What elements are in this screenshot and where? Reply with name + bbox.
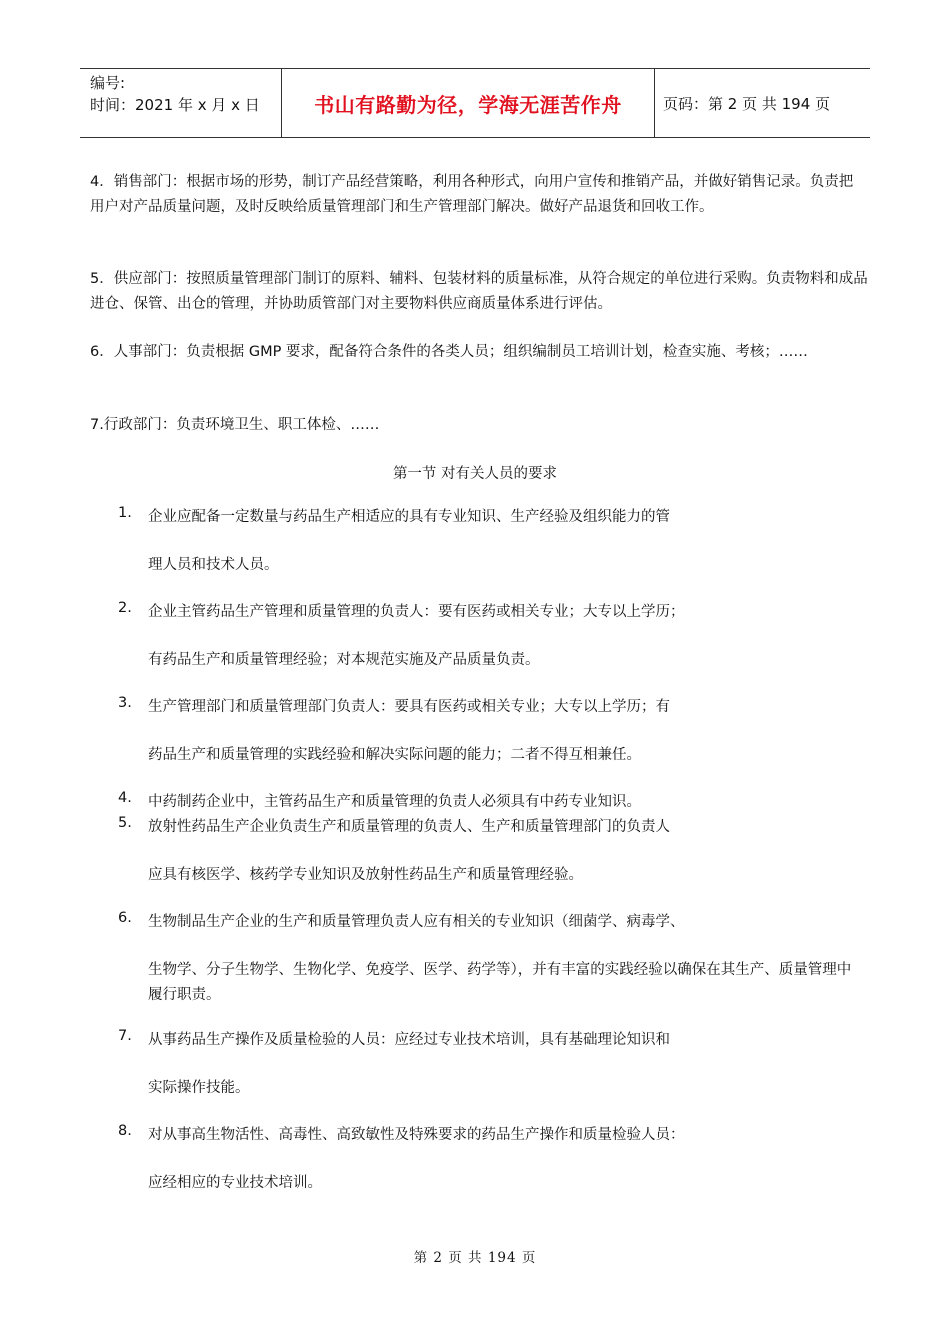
list-line-continued: 应经相应的专业技术培训。 (148, 1175, 322, 1191)
department-paragraph: 7.行政部门：负责环境卫生、职工体检、…… (90, 417, 380, 433)
list-number: 1. (118, 505, 132, 521)
list-line: 放射性药品生产企业负责生产和质量管理的负责人、生产和质量管理部门的负责人 (148, 819, 670, 835)
list-number: 2. (118, 600, 132, 616)
document-date: 时间：2021 年 x 月 x 日 (90, 96, 260, 114)
list-line: 企业应配备一定数量与药品生产相适应的具有专业知识、生产经验及组织能力的管 (148, 509, 670, 525)
list-line-continued: 应具有核医学、核药学专业知识及放射性药品生产和质量管理经验。 (148, 867, 583, 883)
list-line-continued: 有药品生产和质量管理经验；对本规范实施及产品质量负责。 (148, 652, 540, 668)
page-header (80, 68, 870, 138)
department-paragraph: 5．供应部门：按照质量管理部门制订的原料、辅料、包装材料的质量标准，从符合规定的单位进行采购。负责物料和成品进仓、保管、出仓的管理，并协助质管部门对主要物料供应商质量体系进行评估。 (90, 271, 868, 312)
list-line: 生产管理部门和质量管理部门负责人：要具有医药或相关专业；大专以上学历；有 (148, 699, 670, 715)
list-line-continued: 生物学、分子生物学、生物化学、免疫学、医学、药学等），并有丰富的实践经验以确保在其生产、质量管理中履行职责。 (148, 962, 852, 1003)
list-number: 8. (118, 1123, 132, 1139)
department-paragraph: 6．人事部门：负责根据 GMP 要求，配备符合条件的各类人员；组织编制员工培训计划，检查实施、考核；…… (90, 344, 808, 360)
list-line-continued: 理人员和技术人员。 (148, 557, 279, 573)
list-number: 3. (118, 695, 132, 711)
page-footer: 第 2 页 共 194 页 (413, 1250, 537, 1266)
list-line: 从事药品生产操作及质量检验的人员：应经过专业技术培训，具有基础理论知识和 (148, 1032, 670, 1048)
list-number: 6. (118, 910, 132, 926)
list-line: 企业主管药品生产管理和质量管理的负责人：要有医药或相关专业；大专以上学历； (148, 604, 685, 620)
list-number: 7. (118, 1028, 132, 1044)
section-heading: 第一节 对有关人员的要求 (392, 466, 558, 482)
list-line-continued: 实际操作技能。 (148, 1080, 250, 1096)
list-line: 生物制品生产企业的生产和质量管理负责人应有相关的专业知识（细菌学、病毒学、 (148, 914, 685, 930)
document-number-label: 编号: (90, 74, 126, 92)
header-motto: 书山有路勤为径，学海无涯苦作舟 (281, 69, 655, 137)
department-paragraph: 4．销售部门：根据市场的形势，制订产品经营策略，利用各种形式，向用户宣传和推销产品，并做好销售记录。负责把用户对产品质量问题，及时反映给质量管理部门和生产管理部门解决。做好产品退货和回收工作。 (90, 174, 854, 215)
list-line: 中药制药企业中，主管药品生产和质量管理的负责人必须具有中药专业知识。 (148, 794, 641, 810)
list-number: 4. (118, 790, 132, 806)
list-line: 对从事高生物活性、高毒性、高致敏性及特殊要求的药品生产操作和质量检验人员： (148, 1127, 685, 1143)
header-page-info: 页码：第 2 页 共 194 页 (663, 94, 831, 113)
list-line-continued: 药品生产和质量管理的实践经验和解决实际问题的能力；二者不得互相兼任。 (148, 747, 641, 763)
list-number: 5. (118, 815, 132, 831)
header-meta (80, 69, 281, 137)
